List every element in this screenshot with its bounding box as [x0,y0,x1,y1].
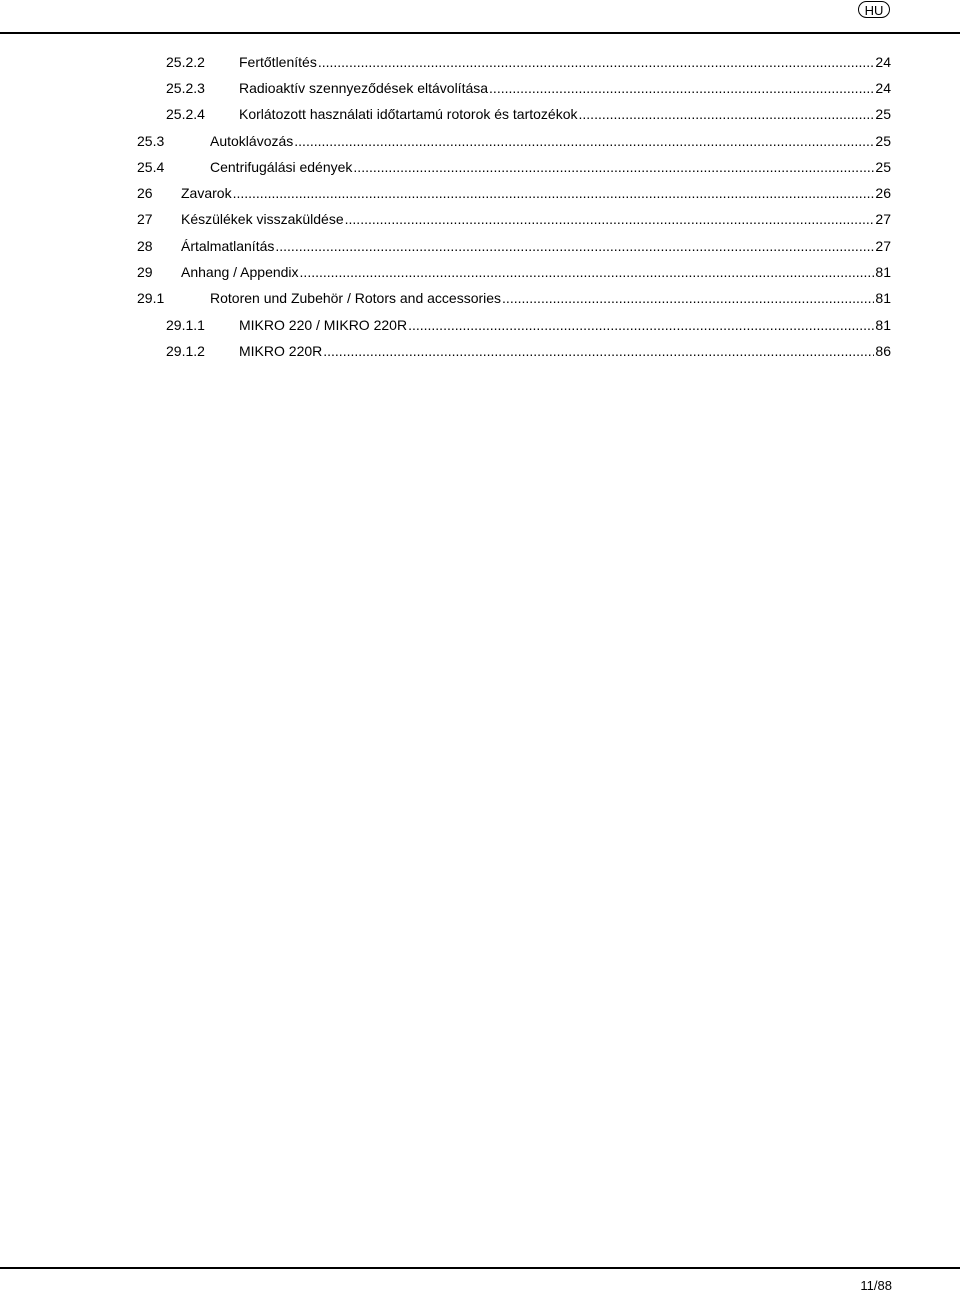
toc-leader-dots [300,264,875,280]
toc-entry-title: MIKRO 220 / MIKRO 220R [239,317,408,333]
toc-entry-number: 29 [137,264,153,280]
toc-entry-page: 27 [875,238,891,254]
toc-entry-page: 27 [875,211,891,227]
header-rule [0,32,960,34]
toc-leader-dots [323,343,874,359]
toc-entry-title: Ártalmatlanítás [181,238,275,254]
toc-leader-dots [294,133,874,149]
toc-entry-page: 24 [875,54,891,70]
toc-entry-title: Autoklávozás [210,133,294,149]
toc-entry-number: 28 [137,238,153,254]
toc-entry-title: Rotoren und Zubehör / Rotors and accessories [210,290,502,306]
toc-entry-page: 24 [875,80,891,96]
toc-entry[interactable] [137,185,891,211]
toc-entry-number: 29.1.2 [166,343,205,359]
toc-entry-page: 81 [875,290,891,306]
toc-entry[interactable] [166,317,891,343]
toc-entry-title: Fertőtlenítés [239,54,317,70]
toc-entry[interactable] [166,54,891,80]
toc-entry-number: 25.2.2 [166,54,205,70]
language-badge: HU [858,1,890,18]
toc-leader-dots [579,106,875,122]
toc-entry-title: Centrifugálási edények [210,159,353,175]
toc-entry[interactable] [137,133,891,159]
toc-leader-dots [275,238,874,254]
toc-entry-number: 25.2.3 [166,80,205,96]
toc-entry[interactable] [137,238,891,264]
toc-entry-page: 25 [875,106,891,122]
toc-entry-number: 29.1 [137,290,165,306]
toc-entry[interactable] [166,106,891,132]
toc-entry-page: 86 [875,343,891,359]
toc-entry[interactable] [137,264,891,290]
toc-leader-dots [489,80,874,96]
toc-leader-dots [233,185,875,201]
toc-entry-title: Készülékek visszaküldése [181,211,344,227]
toc-leader-dots [353,159,874,175]
toc-entry-number: 26 [137,185,153,201]
toc-entry[interactable] [137,159,891,185]
footer-rule [0,1267,960,1269]
page-number: 11/88 [860,1278,892,1293]
toc-entry[interactable] [166,80,891,106]
toc-entry-number: 25.2.4 [166,106,205,122]
toc-entry[interactable] [137,211,891,237]
toc-entry-page: 26 [875,185,891,201]
toc-leader-dots [318,54,875,70]
toc-entry[interactable] [166,343,891,369]
toc-entry-title: Zavarok [181,185,232,201]
toc-leader-dots [345,211,875,227]
toc-entry-title: Radioaktív szennyeződések eltávolítása [239,80,489,96]
toc-entry-title: Anhang / Appendix [181,264,299,280]
toc-entry-page: 81 [875,264,891,280]
toc-entry-page: 81 [875,317,891,333]
toc-leader-dots [408,317,874,333]
toc-entry-number: 25.4 [137,159,165,175]
toc-entry-number: 25.3 [137,133,165,149]
toc-entry-page: 25 [875,159,891,175]
toc-entry-title: MIKRO 220R [239,343,323,359]
toc-entry-number: 27 [137,211,153,227]
toc-entry-number: 29.1.1 [166,317,205,333]
toc-entry[interactable] [137,290,891,316]
toc-entry-page: 25 [875,133,891,149]
toc-entry-title: Korlátozott használati időtartamú rotorok és tartozékok [239,106,578,122]
toc-leader-dots [502,290,874,306]
